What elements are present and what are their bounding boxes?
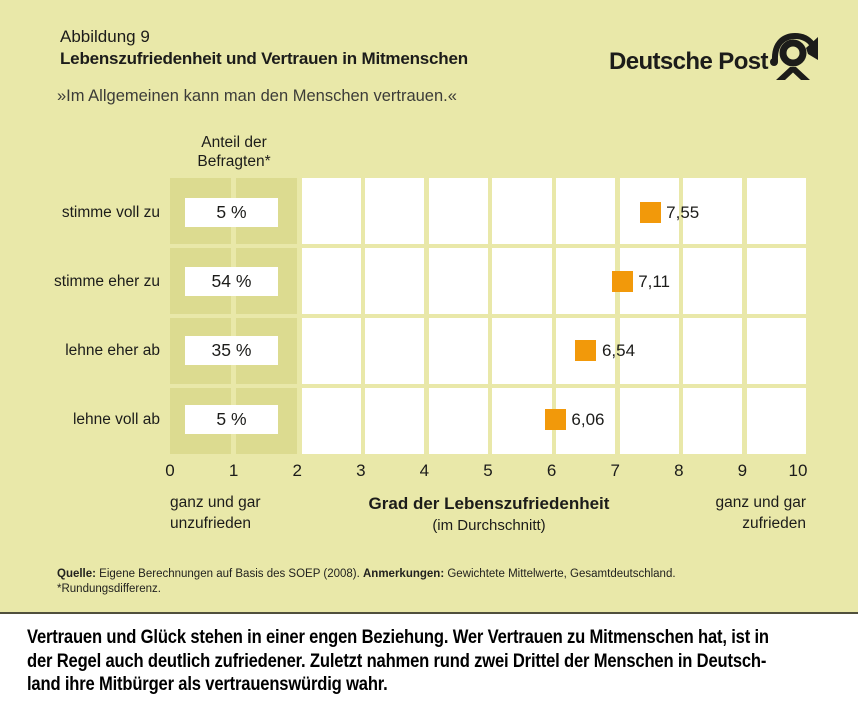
- grid-cell: [492, 178, 551, 244]
- data-point-marker: [640, 202, 661, 223]
- summary-line: Vertrauen und Glück stehen in einer engen Beziehung. Wer Vertrauen zu Mitmenschen hat, ist in: [27, 626, 769, 648]
- grid-cell: [683, 318, 742, 384]
- posthorn-icon: [766, 33, 820, 81]
- axis-caption-left: [170, 492, 261, 534]
- summary-panel: [0, 614, 858, 713]
- data-point-value: 7,11: [638, 271, 671, 291]
- share-column-header-line1: Anteil der: [201, 134, 267, 151]
- data-point-marker: [575, 340, 596, 361]
- grid-cell: [429, 388, 488, 454]
- category-label: lehne voll ab: [72, 410, 160, 428]
- grid-cell: [429, 178, 488, 244]
- share-box: 54 %: [185, 267, 278, 296]
- grid-cell: [556, 248, 615, 314]
- grid-cell: [747, 318, 806, 384]
- grid-cell: [365, 318, 424, 384]
- grid-cell: [556, 178, 615, 244]
- source-label: Quelle:: [57, 568, 96, 580]
- share-box: 35 %: [185, 336, 278, 365]
- notes-text: Gewichtete Mittelwerte, Gesamtdeutschland.: [444, 568, 676, 580]
- axis-caption-right: [606, 492, 806, 534]
- grid-cell: [683, 388, 742, 454]
- category-label: lehne eher ab: [65, 341, 160, 359]
- source-text: Eigene Berechnungen auf Basis des SOEP (2008).: [95, 568, 363, 580]
- grid-cell: [429, 318, 488, 384]
- share-box: 5 %: [185, 198, 278, 227]
- axis-caption-left-line2: unzufrieden: [170, 515, 252, 532]
- x-tick-label: 8: [674, 461, 684, 480]
- grid-cell: [365, 248, 424, 314]
- x-axis-title-sub: (im Durchschnitt): [432, 517, 546, 534]
- data-point-marker: [545, 409, 566, 430]
- gridline: [170, 384, 297, 388]
- plot-area: [170, 178, 806, 454]
- grid-cell: [747, 178, 806, 244]
- x-tick-label: 6: [546, 461, 557, 480]
- summary-text: [27, 626, 858, 697]
- gridline: [170, 244, 297, 248]
- grid-cell: [365, 388, 424, 454]
- data-point-value: 6,54: [601, 340, 636, 360]
- x-tick-label: 4: [419, 461, 430, 480]
- grid-cell: [683, 248, 742, 314]
- grid-cell: [302, 388, 361, 454]
- grid-cell: [492, 388, 551, 454]
- axis-caption-left-line1: ganz und gar: [170, 494, 261, 511]
- share-box: 5 %: [185, 405, 278, 434]
- x-tick-label: 9: [737, 461, 748, 480]
- grid-cell: [365, 178, 424, 244]
- notes-label: Anmerkungen:: [363, 568, 445, 580]
- x-tick-label: 3: [356, 461, 366, 480]
- x-tick-label: 0: [165, 461, 175, 480]
- axis-caption-right-line1: ganz und gar: [715, 494, 806, 511]
- figure-label: Abbildung 9: [60, 27, 150, 46]
- data-point-value: 6,06: [571, 409, 605, 429]
- grid-cell: [302, 248, 361, 314]
- page-title: Lebenszufriedenheit und Vertrauen in Mitmenschen: [60, 49, 468, 68]
- footnote: *Rundungsdifferenz.: [57, 583, 161, 595]
- x-tick-label: 2: [292, 461, 302, 480]
- grid-cell: [747, 388, 806, 454]
- x-tick-label: 7: [610, 461, 620, 480]
- grid-cell: [620, 388, 679, 454]
- share-column-header-line2: Befragten*: [197, 153, 271, 170]
- grid-cell: [302, 178, 361, 244]
- gridline: [170, 314, 297, 318]
- share-column-header: [178, 133, 290, 171]
- grid-cell: [492, 248, 551, 314]
- grid-cell: [302, 318, 361, 384]
- x-tick-label: 1: [228, 461, 239, 480]
- grid-cell: [492, 318, 551, 384]
- grid-cell: [747, 248, 806, 314]
- data-point-value: 7,55: [666, 202, 700, 222]
- summary-line: land ihre Mitbürger als vertrauenswürdig wahr.: [27, 673, 388, 695]
- category-label: stimme eher zu: [54, 272, 160, 290]
- x-tick-label: 5: [483, 461, 493, 480]
- summary-line: der Regel auch deutlich zufriedener. Zuletzt nahmen rund zwei Drittel der Menschen in Deutsch-: [27, 649, 767, 672]
- deutsche-post-logo-text: Deutsche Post: [609, 48, 768, 75]
- axis-caption-right-line2: zufrieden: [742, 515, 806, 532]
- x-tick-label: 10: [788, 461, 808, 480]
- data-point-marker: [612, 271, 633, 292]
- x-axis-title-main: Grad der Lebenszufriedenheit: [368, 494, 610, 513]
- grid-cell: [429, 248, 488, 314]
- survey-question: »Im Allgemeinen kann man den Menschen vertrauen.«: [57, 87, 457, 105]
- source-note: [57, 567, 676, 597]
- category-label: stimme voll zu: [61, 203, 160, 221]
